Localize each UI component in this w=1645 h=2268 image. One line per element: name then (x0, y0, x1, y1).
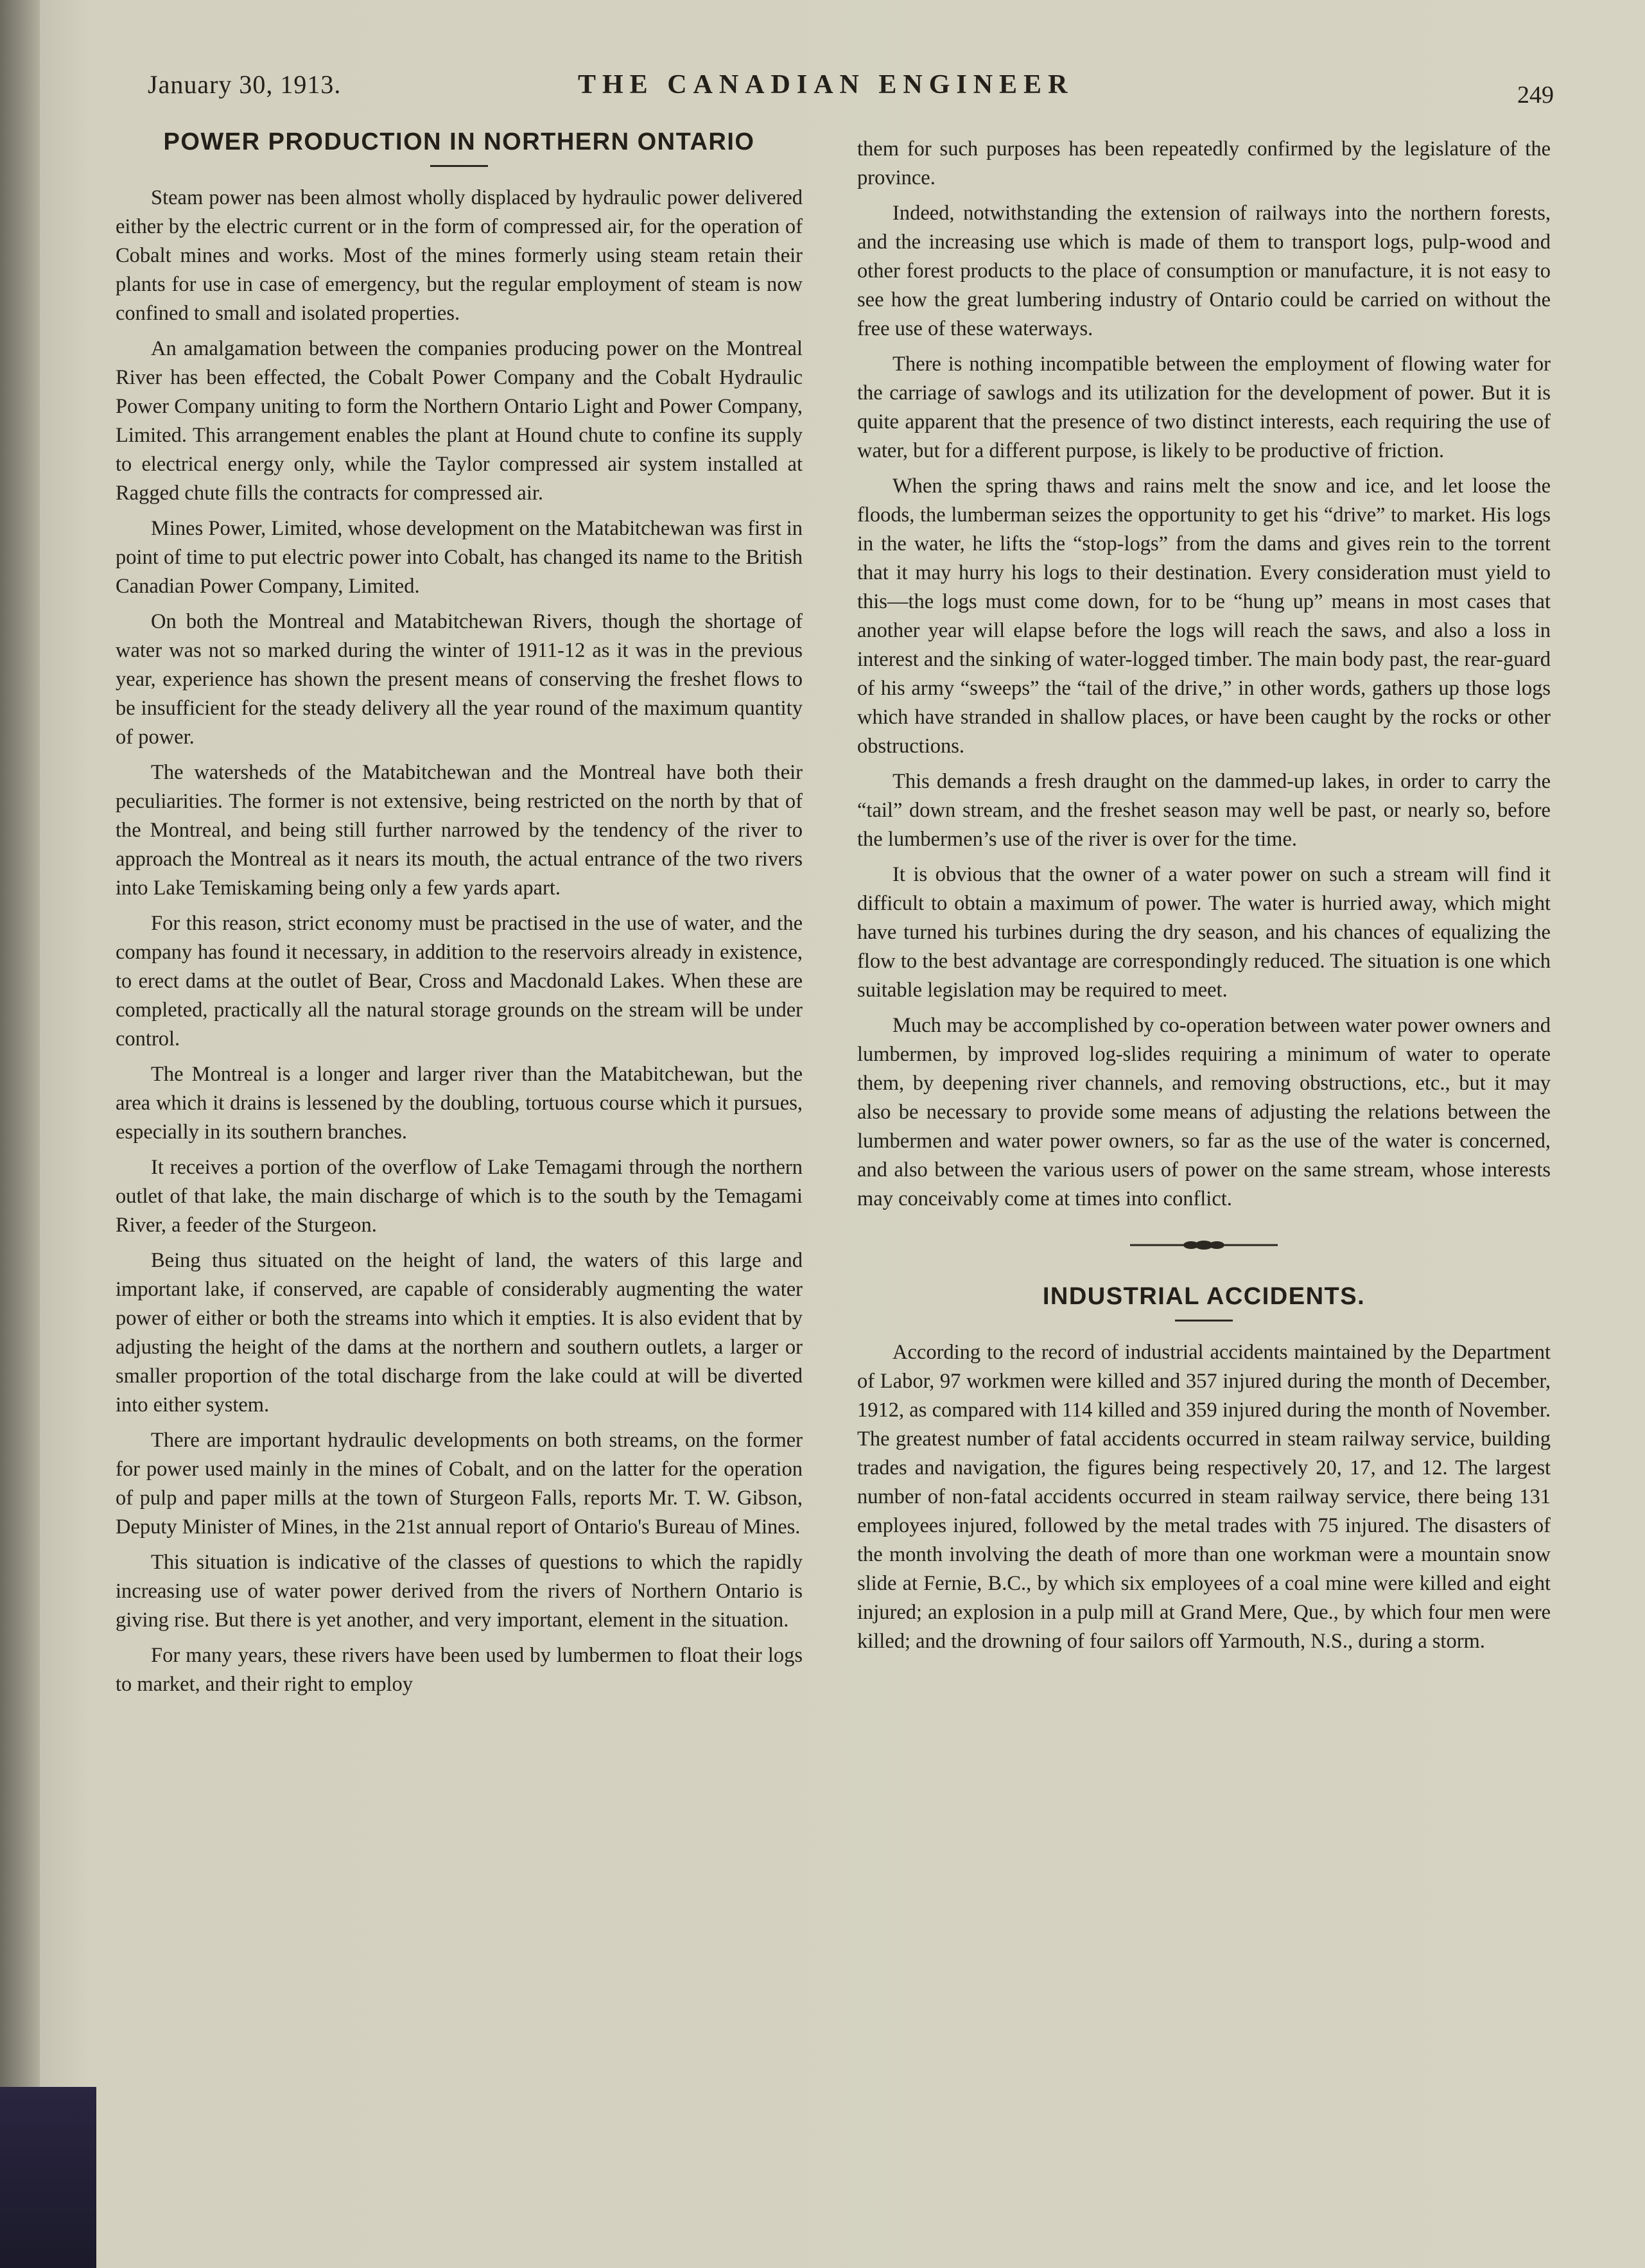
section-divider-ornament (857, 1233, 1551, 1257)
paragraph: them for such purposes has been repeatedly confirmed by the legislature of the province. (857, 137, 1551, 189)
paragraph: Much may be accomplished by co-operation between water power owners and lumbermen, by improved log-slides requiring a minimum of water to operate them, by deepening river channels, and removing obstructions, etc., but it may also be necessary to provide some means of adjusting the relations between the lumbermen and water power owners, so far as the use of the water is concerned, and also between the various users of power on the same stream, whose interests may conceivably come at times into conflict. (857, 1014, 1551, 1210)
binding-edge (0, 2087, 96, 2268)
paragraph: Steam power nas been almost wholly displaced by hydraulic power delivered either by the electric current or in the form of compressed air, for the operation of Cobalt mines and works. Most of the mines formerly using steam retain their plants for use in case of emergency, but the regular employment of steam is now confined to small and isolated properties. (116, 186, 803, 325)
article-title: POWER PRODUCTION IN NORTHERN ONTARIO (163, 128, 755, 155)
journal-title: THE CANADIAN ENGINEER (578, 70, 1074, 100)
paragraph: When the spring thaws and rains melt the snow and ice, and let loose the floods, the lumberman seizes the opportunity to get his “drive” to market. His logs in the water, he lifts the “stop-logs” from the dams and gives rein to the torrent that it may hurry his logs to their destination. Every consideration must yield to this—the logs must come down, for to be “hung up” means in most cases that another year will elapse before the logs will reach the saws, and also a loss in interest and the sinking of water-logged timber. The main body past, the rear-guard of his army “sweeps” the “tail of the drive,” in other words, gathers up those logs which have stranded in shallow places, or have been caught by the rocks or other obstructions. (857, 475, 1551, 758)
paragraph: This situation is indicative of the classes of questions to which the rapidly increasing use of water power derived from the rivers of Northern Ontario is giving rise. But there is yet another, and very important, element in the situation. (116, 1551, 803, 1632)
paragraph: Being thus situated on the height of land, the waters of this large and important lake, if conserved, are capable of considerably augmenting the water power of either or both the streams into which it empties. It is also evident that by adjusting the height of the dams at the northern and southern outlets, a larger or smaller proportion of the total discharge from the lake could at will be diverted into either system. (116, 1249, 803, 1417)
paragraph: On both the Montreal and Matabitchewan Rivers, though the shortage of water was not so marked during the winter of 1911-12 as it was in the previous year, experience has shown the present means of conserving the freshet flows to be insufficient for the steady delivery all the year round of the maximum quantity of power. (116, 610, 803, 749)
paragraph: An amalgamation between the companies producing power on the Montreal River has been effected, the Cobalt Power Company and the Cobalt Hydraulic Power Company uniting to form the Northern Ontario Light and Power Company, Limited. This arrangement enables the plant at Hound chute to confine its supply to electrical energy only, while the Taylor compressed air system installed at Ragged chute fills the contracts for compressed air. (116, 337, 803, 505)
paragraph: Indeed, notwithstanding the extension of railways into the northern forests, and the increasing use which is made of them to transport logs, pulp-wood and other forest products to the place of consumption or manufacture, it is not easy to see how the great lumbering industry of Ontario could be carried on without the free use of these waterways. (857, 202, 1551, 340)
article-title: INDUSTRIAL ACCIDENTS. (1042, 1283, 1366, 1310)
book-spine-shadow (0, 0, 40, 2268)
header-date: January 30, 1913. (148, 70, 342, 99)
right-column (857, 135, 1551, 1662)
left-column (116, 128, 803, 1705)
page-number: 249 (1517, 82, 1554, 109)
paragraph: It is obvious that the owner of a water power on such a stream will find it difficult to obtain a maximum of power. The water is hurried away, which might have turned his turbines during the dry season, and his chances of equalizing the flow to the best advantage are correspondingly reduced. The situation is one which suitable legislation may be required to meet. (857, 863, 1551, 1002)
paragraph: The watersheds of the Matabitchewan and the Montreal have both their peculiarities. The former is not extensive, being restricted on the north by that of the Montreal, and being still further narrowed by the tendency of the river to approach the Montreal as it nears its mouth, the actual entrance of the two rivers into Lake Temiskaming being only a few yards apart. (116, 761, 803, 900)
title-rule (1175, 1320, 1233, 1322)
paragraph: Mines Power, Limited, whose development on the Matabitchewan was first in point of time to put electric power into Cobalt, has changed its name to the British Canadian Power Company, Limited. (116, 517, 803, 598)
paragraph: It receives a portion of the overflow of Lake Temagami through the northern outlet of that lake, the main discharge of which is to the south by the Temagami River, a feeder of the Sturgeon. (116, 1156, 803, 1237)
paragraph: This demands a fresh draught on the dammed-up lakes, in order to carry the “tail” down stream, and the freshet season may well be past, or nearly so, before the lumbermen’s use of the river is over for the time. (857, 770, 1551, 851)
title-rule (430, 165, 488, 167)
paragraph: For many years, these rivers have been used by lumbermen to float their logs to market, and their right to employ (116, 1644, 803, 1696)
running-header (148, 69, 1567, 108)
paragraph: The Montreal is a longer and larger river than the Matabitchewan, but the area which it drains is lessened by the doubling, tortuous course which it pursues, especially in its southern branches. (116, 1063, 803, 1144)
paragraph: According to the record of industrial accidents maintained by the Department of Labor, 97 workmen were killed and 357 injured during the month of December, 1912, as compared with 114 killed and 359 injured during the month of November. The greatest number of fatal accidents occurred in steam railway service, building trades and navigation, the figures being respectively 20, 17, and 12. The largest number of non-fatal accidents occurred in steam railway service, there being 131 employees injured, followed by the metal trades with 75 injured. The disasters of the month involving the death of more than one workman were a mountain snow slide at Fernie, B.C., by which six employees of a coal mine were killed and eight injured; an explosion in a pulp mill at Grand Mere, Que., by which four men were killed; and the drowning of four sailors off Yarmouth, N.S., during a storm. (857, 1341, 1551, 1653)
paragraph: There is nothing incompatible between the employment of flowing water for the carriage of sawlogs and its utilization for the development of power. But it is quite apparent that the presence of two distinct interests, each requiring the use of water, but for a different purpose, is likely to be productive of friction. (857, 353, 1551, 462)
paragraph: There are important hydraulic developments on both streams, on the former for power used mainly in the mines of Cobalt, and on the latter for the operation of pulp and paper mills at the town of Sturgeon Falls, reports Mr. T. W. Gibson, Deputy Minister of Mines, in the 21st annual report of Ontario's Bureau of Mines. (116, 1429, 803, 1539)
paragraph: For this reason, strict economy must be practised in the use of water, and the company has found it necessary, in addition to the reservoirs already in existence, to erect dams at the outlet of Bear, Cross and Macdonald Lakes. When these are completed, practically all the natural storage grounds on the stream will be under control. (116, 912, 803, 1051)
